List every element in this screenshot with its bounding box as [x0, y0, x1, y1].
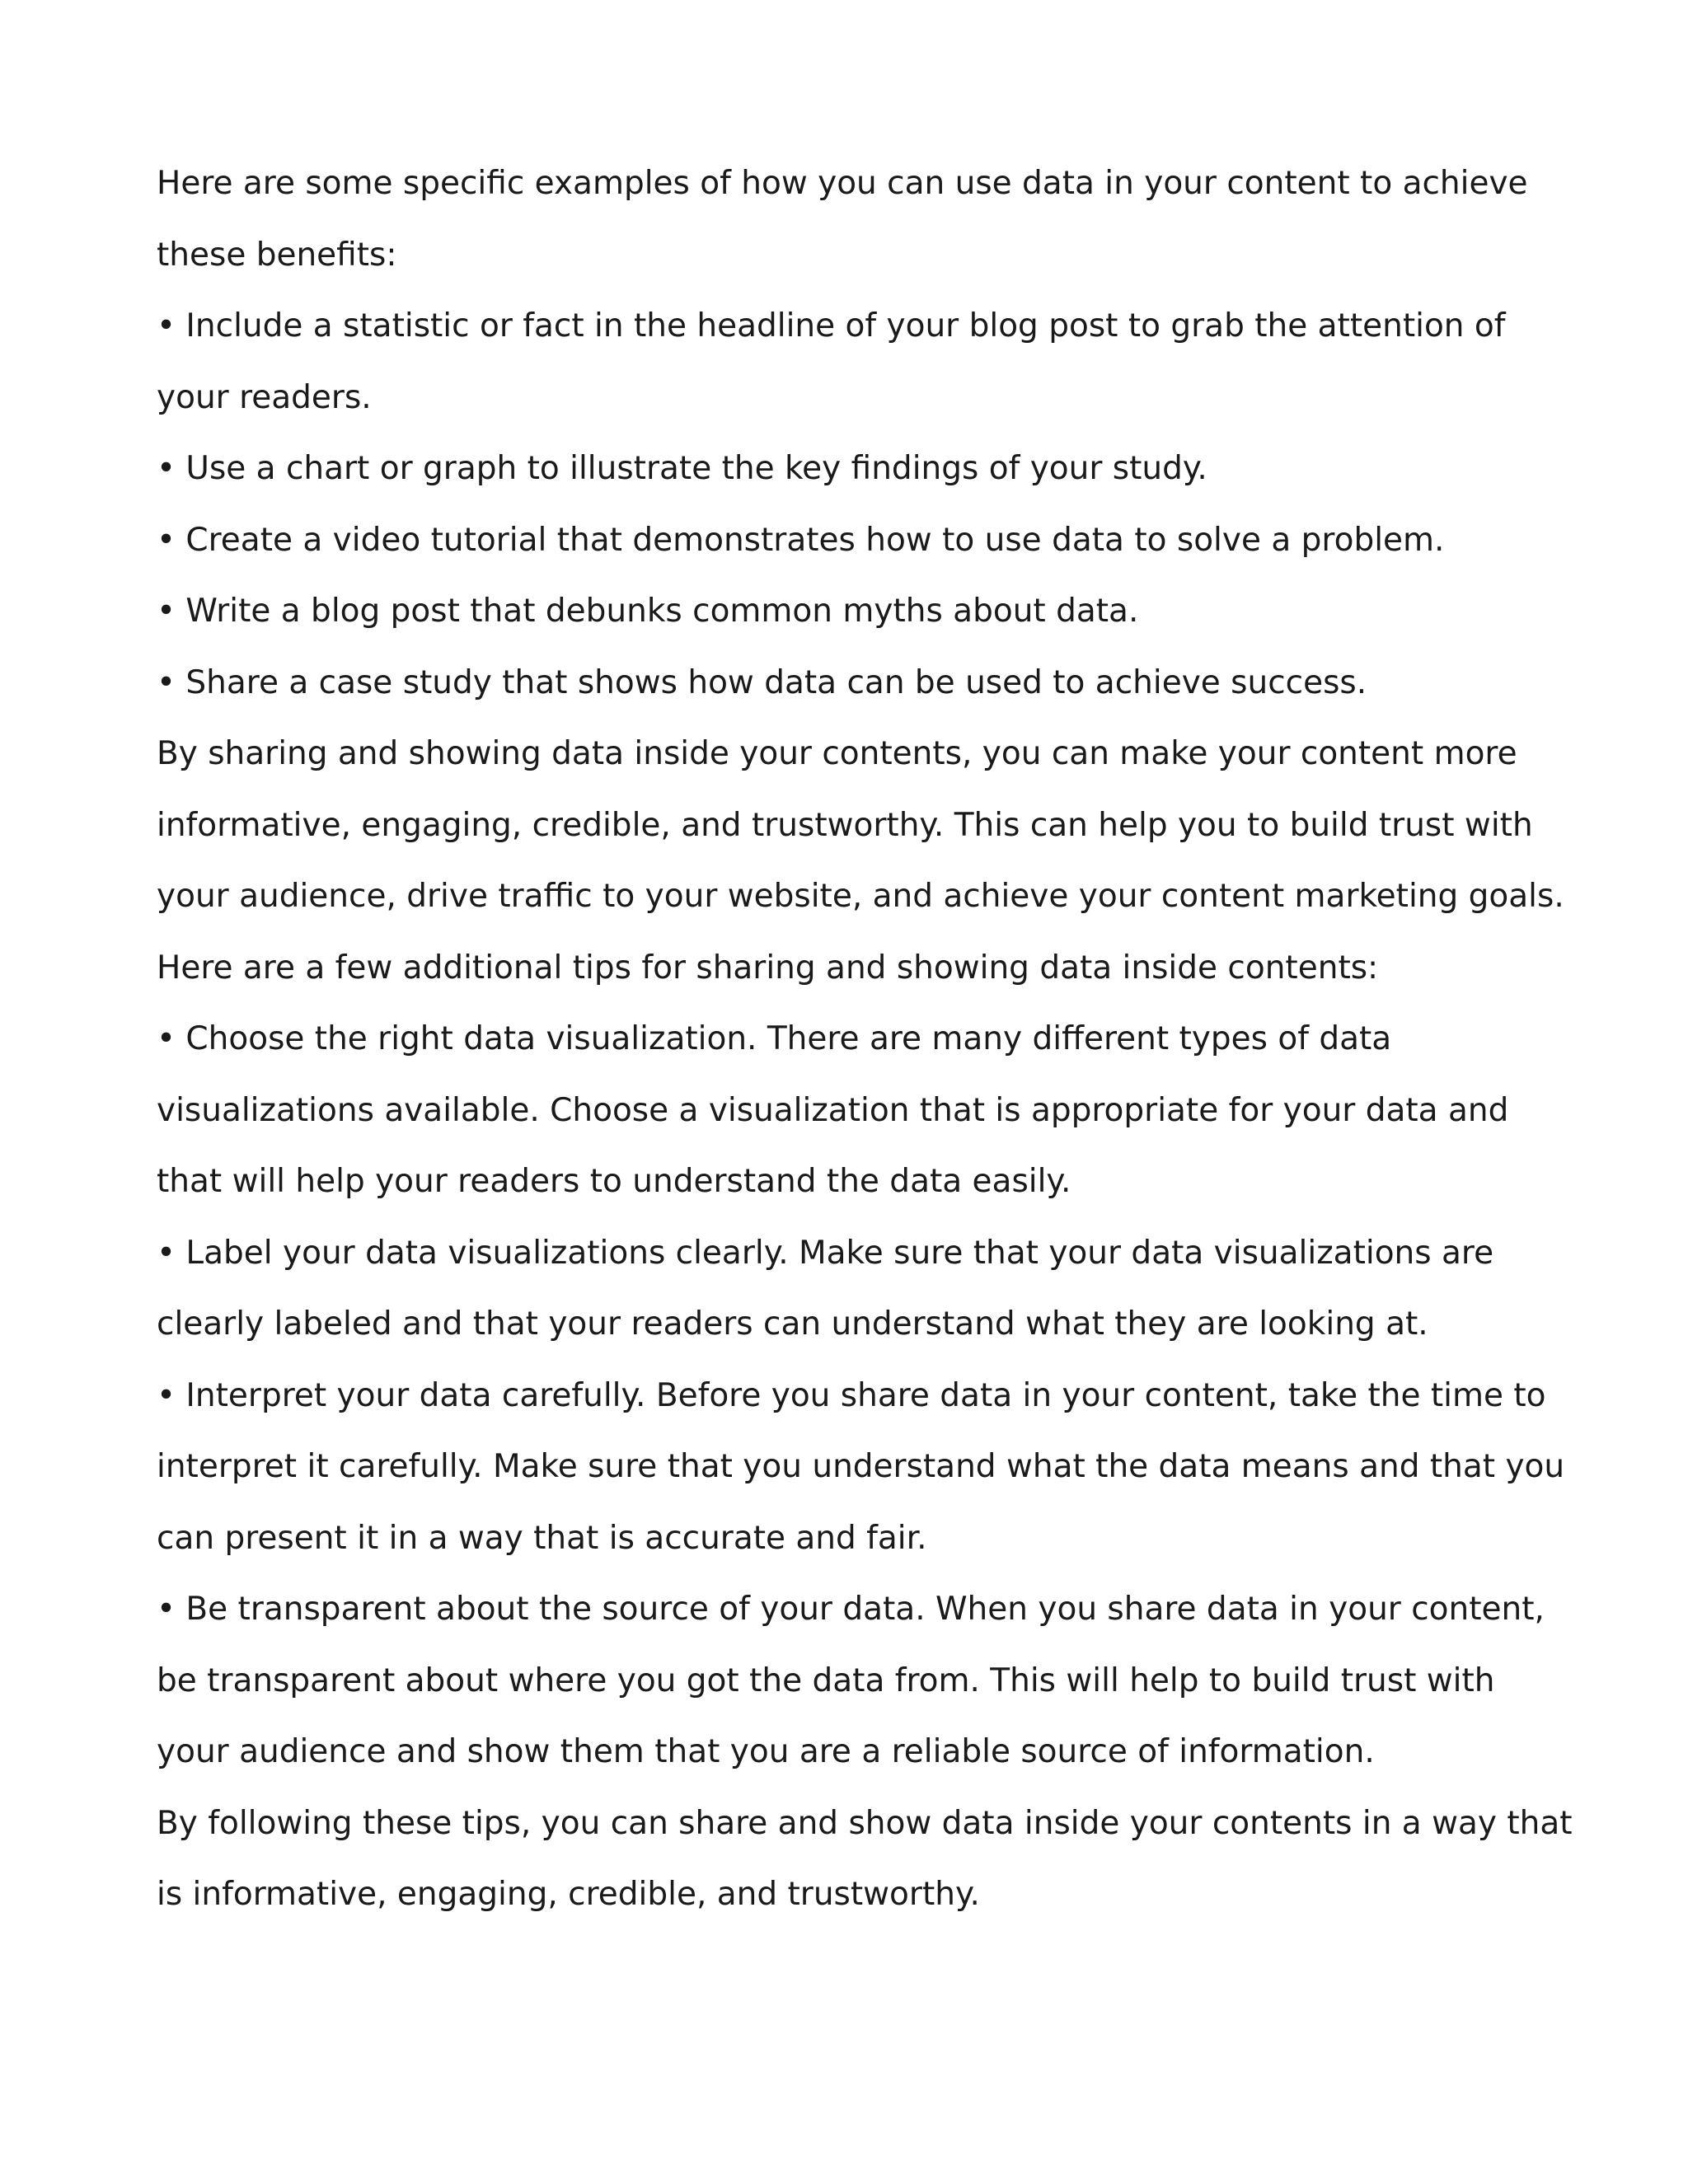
text-line: clearly labeled and that your readers can understand what they are looking at. — [157, 1305, 1428, 1343]
text-line: • Choose the right data visualization. There are many different types of data — [157, 1020, 1392, 1057]
text-line: your audience, drive traffic to your website, and achieve your content marketing goals. — [157, 878, 1564, 915]
text-line: • Create a video tutorial that demonstrates how to use data to solve a problem. — [157, 521, 1445, 559]
text-line: your audience and show them that you are a reliable source of information. — [157, 1733, 1375, 1770]
text-line: • Be transparent about the source of your data. When you share data in your content, — [157, 1591, 1545, 1628]
text-line: visualizations available. Choose a visualization that is appropriate for your data and — [157, 1091, 1509, 1129]
text-line: • Share a case study that shows how data can be used to achieve success. — [157, 663, 1367, 701]
text-line: Here are some specific examples of how you can use data in your content to achieve — [157, 165, 1528, 202]
text-line: • Interpret your data carefully. Before you share data in your content, take the time to — [157, 1376, 1546, 1414]
text-line: be transparent about where you got the data from. This will help to build trust with — [157, 1661, 1495, 1699]
document-body — [157, 148, 1573, 1931]
text-line: • Include a statistic or fact in the headline of your blog post to grab the attention of — [157, 307, 1506, 344]
text-line: that will help your readers to understand the data easily. — [157, 1163, 1071, 1200]
text-line: • Label your data visualizations clearly. Make sure that your data visualizations are — [157, 1234, 1494, 1272]
text-line: By sharing and showing data inside your contents, you can make your content more — [157, 735, 1517, 772]
text-line: Here are a few additional tips for sharing and showing data inside contents: — [157, 949, 1379, 987]
text-line: • Use a chart or graph to illustrate the key findings of your study. — [157, 450, 1207, 487]
text-line: can present it in a way that is accurate and fair. — [157, 1519, 927, 1557]
text-line: your readers. — [157, 378, 372, 416]
text-line: interpret it carefully. Make sure that you understand what the data means and that you — [157, 1448, 1565, 1485]
text-line: • Write a blog post that debunks common myths about data. — [157, 593, 1139, 630]
text-line: is informative, engaging, credible, and trustworthy. — [157, 1876, 980, 1913]
text-line: informative, engaging, credible, and trustworthy. This can help you to build trust with — [157, 806, 1533, 844]
text-line: By following these tips, you can share and show data inside your contents in a way that — [157, 1804, 1573, 1842]
text-line: these benefits: — [157, 236, 397, 274]
